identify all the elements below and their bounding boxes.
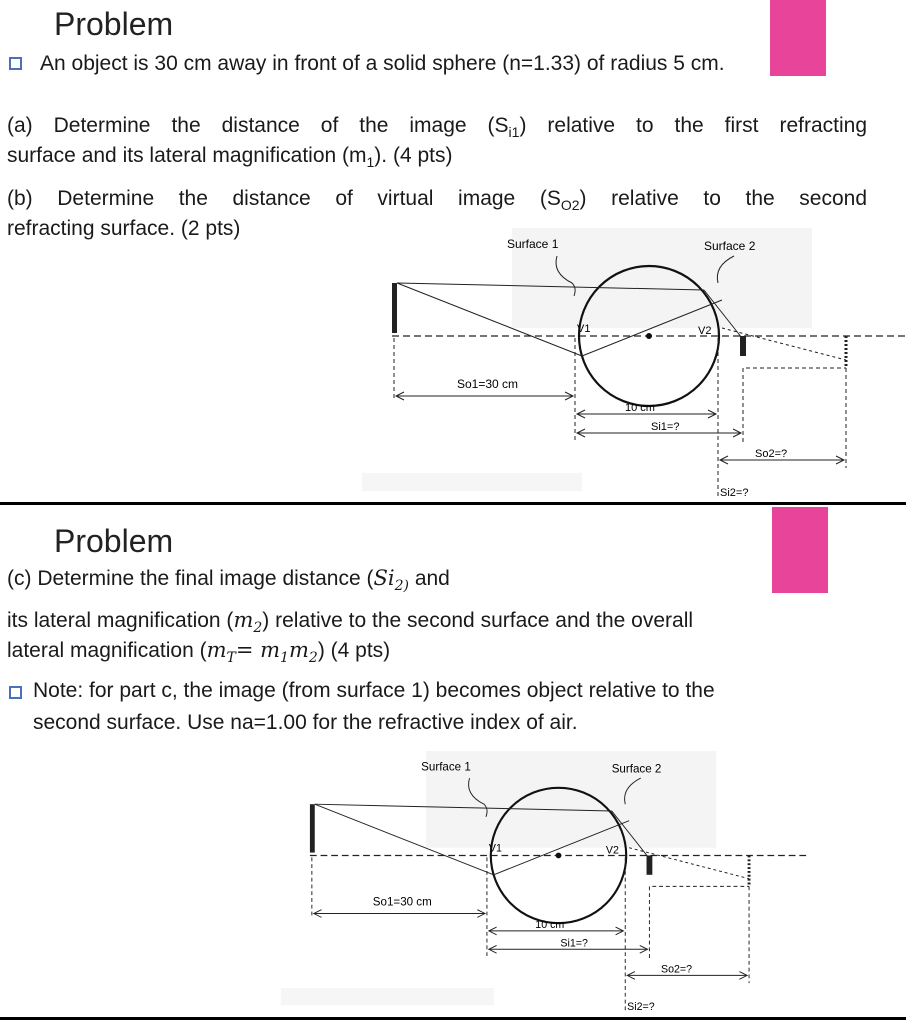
slide-divider	[0, 1017, 906, 1020]
sphere-center-dot	[646, 333, 652, 339]
object-arrow	[392, 283, 397, 333]
slide-2	[0, 507, 906, 1020]
problem-statement: An object is 30 cm away in front of a solid sphere (n=1.33) of radius 5 cm.	[40, 52, 725, 75]
part-b-line2: refracting surface. (2 pts)	[7, 217, 241, 240]
so2-label: So2=?	[755, 448, 788, 460]
si1-label: Si1=?	[651, 421, 680, 433]
page-title: Problem	[54, 6, 174, 42]
checkbox-bullet-icon	[9, 686, 22, 699]
part-c-line3: lateral magnification $(m_T= m_1m_2)$ (4 pts)	[7, 638, 391, 667]
note-line1: Note: for part c, the image (from surface 1) becomes object relative to the	[33, 679, 715, 702]
part-c-line1: (c) Determine the final image distance ($Si_{2)}$ and	[7, 566, 450, 595]
checkbox-bullet-icon	[9, 57, 22, 70]
v2-label: V2	[698, 325, 712, 337]
page-title: Problem	[54, 523, 174, 559]
object-arrow	[310, 804, 315, 852]
accent-bar	[772, 507, 828, 593]
so1-label: So1=30 cm	[457, 377, 519, 391]
so2-label: So2=?	[661, 963, 693, 976]
v1-label: V1	[577, 323, 591, 335]
note-line2: second surface. Use na=1.00 for the refractive index of air.	[33, 711, 578, 734]
surface1-label: Surface 1	[421, 760, 471, 774]
part-c-line2: its lateral magnification $(m_2)$ relative to the second surface and the overall	[7, 608, 694, 637]
sphere-center-dot	[556, 853, 562, 859]
surface2-label: Surface 2	[611, 762, 662, 776]
optics-diagram-1	[362, 228, 906, 503]
slide-divider	[0, 502, 906, 505]
accent-bar	[770, 0, 826, 76]
slide-1	[0, 0, 906, 505]
optics-diagram-svg	[182, 751, 906, 1017]
surface1-label: Surface 1	[507, 237, 559, 251]
v1-label: V1	[488, 842, 502, 855]
diameter-label: 10 cm	[625, 402, 655, 414]
optics-diagram-2	[182, 751, 906, 1017]
optics-diagram-svg	[362, 228, 906, 503]
image1-arrow	[740, 336, 746, 356]
part-a-line2: surface and its lateral magnification $(m_1)$. (4 pts)	[7, 144, 453, 171]
part-a-line1: (a) Determine the distance of the image $(S_{i1})$ relative to the first refracting	[7, 114, 867, 141]
v2-label: V2	[605, 844, 619, 857]
si2-label: Si2=?	[627, 1001, 655, 1014]
grid-background-strip	[281, 988, 494, 1005]
image1-arrow	[647, 855, 653, 874]
surface2-label: Surface 2	[704, 239, 756, 253]
si2-label: Si2=?	[720, 487, 749, 499]
so1-label: So1=30 cm	[372, 895, 432, 909]
si1-label: Si1=?	[560, 937, 588, 950]
diameter-label: 10 cm	[535, 919, 565, 932]
grid-background-strip	[362, 473, 582, 491]
part-b-line1: (b) Determine the distance of virtual image $(S_{O2})$ relative to the second	[7, 187, 868, 214]
